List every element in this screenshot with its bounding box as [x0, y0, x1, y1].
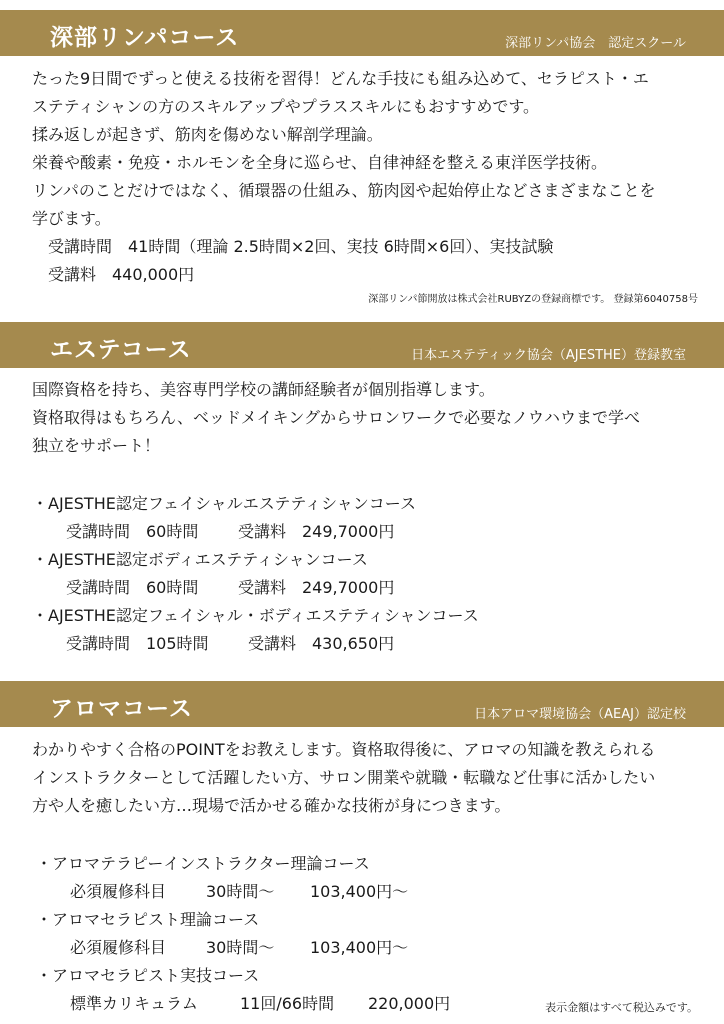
- section-association: 深部リンパ協会 認定スクール: [505, 36, 686, 51]
- section-description: [32, 65, 656, 233]
- description-line: 国際資格を持ち、美容専門学校の講師経験者が個別指導します。: [32, 380, 495, 399]
- description-line: 揉み返しが起きず、筋肉を傷めない解剖学理論。: [32, 125, 383, 144]
- course-name: ・AJESTHE認定ボディエステティシャンコース: [32, 550, 368, 569]
- course-hours: 受講時間 60時間: [66, 522, 199, 541]
- section-title: 深部リンパコース: [50, 25, 240, 51]
- section-title: エステコース: [50, 337, 192, 363]
- course-hours: 受講時間 105時間: [66, 634, 209, 653]
- course-hours: 30時間〜: [206, 882, 275, 901]
- course-hours: 30時間〜: [206, 938, 275, 957]
- course-fee: 受講料 430,650円: [248, 634, 395, 653]
- course-fee: 受講料 249,7000円: [238, 578, 395, 597]
- course-fee: 220,000円: [368, 994, 451, 1013]
- course-fee: 103,400円〜: [310, 938, 409, 957]
- section-header-shinbu: [0, 10, 724, 56]
- section-description: [32, 376, 640, 460]
- section-title: アロマコース: [50, 696, 193, 722]
- section-description: [32, 736, 655, 820]
- trademark-note: 深部リンパ節開放は株式会社RUBYZの登録商標です。 登録第6040758号: [368, 294, 698, 305]
- description-line: リンパのことだけではなく、循環器の仕組み、筋肉図や起始停止などさまざまなことを: [32, 181, 656, 200]
- course-name: ・アロマセラピスト理論コース: [36, 910, 260, 929]
- description-line: たった9日間でずっと使える技術を習得！どんな手技にも組み込めて、セラピスト・エ: [32, 69, 649, 88]
- course-fee: 受講料 249,7000円: [238, 522, 395, 541]
- description-line: インストラクターとして活躍したい方、サロン開業や就職・転職など仕事に活かしたい: [32, 768, 656, 787]
- section-header-esthe: [0, 322, 724, 368]
- description-line: 資格取得はもちろん、ベッドメイキングからサロンワークで必要なノウハウまで学べ: [32, 408, 641, 427]
- course-fee: 103,400円〜: [310, 882, 409, 901]
- description-line: わかりやすく合格のPOINTをお教えします。資格取得後に、アロマの知識を教えられる: [32, 740, 656, 759]
- course-hours: 11回/66時間: [240, 994, 335, 1013]
- section-association: 日本エステティック協会（AJESTHE）登録教室: [411, 348, 686, 363]
- description-line: 方や人を癒したい方…現場で活かせる確かな技術が身につきます。: [32, 796, 511, 815]
- course-hours: 受講時間 41時間（理論 2.5時間×2回、実技 6時間×6回）、実技試験: [48, 237, 554, 256]
- description-line: 栄養や酸素・免疫・ホルモンを全身に巡らせ、自律神経を整える東洋医学技術。: [32, 153, 608, 172]
- course-name: ・アロマテラピーインストラクター理論コース: [36, 854, 370, 873]
- course-name: ・AJESTHE認定フェイシャルエステティシャンコース: [32, 494, 417, 513]
- course-name: ・アロマセラピスト実技コース: [36, 966, 260, 985]
- tax-note: 表示金額はすべて税込みです。: [545, 1001, 698, 1014]
- course-hours: 受講時間 60時間: [66, 578, 199, 597]
- course-fee: 受講料 440,000円: [48, 265, 195, 284]
- course-name: ・AJESTHE認定フェイシャル・ボディエステティシャンコース: [32, 606, 479, 625]
- description-line: 学びます。: [32, 209, 111, 228]
- section-association: 日本アロマ環境協会（AEAJ）認定校: [474, 707, 686, 722]
- section-header-aroma: [0, 681, 724, 727]
- description-line: 独立をサポート！: [32, 436, 161, 455]
- course-requirement-label: 必須履修科目: [70, 938, 167, 957]
- description-line: ステティシャンの方のスキルアップやプラススキルにもおすすめです。: [32, 97, 540, 116]
- course-requirement-label: 必須履修科目: [70, 882, 167, 901]
- course-requirement-label: 標準カリキュラム: [70, 994, 198, 1013]
